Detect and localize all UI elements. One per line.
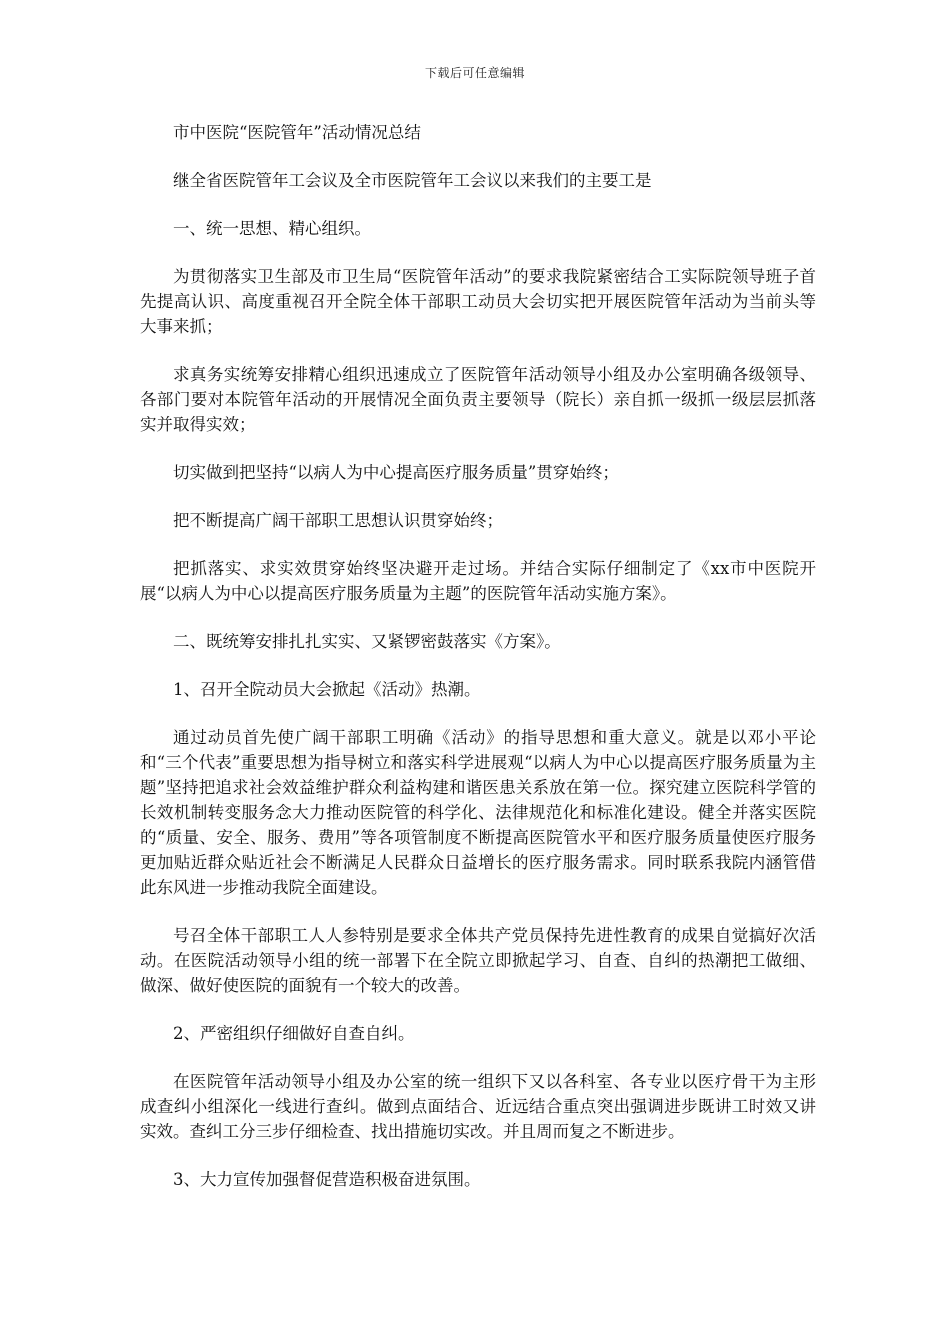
body-paragraph: 为贯彻落实卫生部及市卫生局“医院管年活动”的要求我院紧密结合工实际院领导班子首先提高认识、高度重视召开全院全体干部职工动员大会切实把开展医院管年活动为当前头等大事来抓；: [140, 267, 816, 336]
subsection-heading-2: 2、严密组织仔细做好自查自纠。: [173, 1024, 415, 1043]
body-paragraph: 在医院管年活动领导小组及办公室的统一组织下又以各科室、各专业以医疗骨干为主形成查纠小组深化一线进行查纠。做到点面结合、近远结合重点突出强调进步既讲工时效又讲实效。查纠工分三步仔细检查、找出措施切实改。并且周而复之不断进步。: [140, 1072, 816, 1141]
body-paragraph: 通过动员首先使广阔干部职工明确《活动》的指导思想和重大意义。就是以邓小平论和“三个代表”重要思想为指导树立和落实科学进展观“以病人为中心以提高医疗服务质量为主题”坚持把追求社会效益维护群众利益构建和谐医患关系放在第一位。探究建立医院科学管的长效机制转变服务念大力推动医院管的科学化、法律规范化和标准化建设。健全并落实医院的“质量、安全、服务、费用”等各项管制度不断提高医院管水平和医疗服务质量使医疗服务更加贴近群众贴近社会不断满足人民群众日益增长的医疗服务需求。同时联系我院内涵管借此东风进一步推动我院全面建设。: [140, 728, 816, 897]
body-paragraph: 把不断提高广阔干部职工思想认识贯穿始终；: [173, 511, 503, 530]
header-note: 下载后可任意编辑: [424, 66, 525, 80]
body-paragraph: 切实做到把坚持“以病人为中心提高医疗服务质量”贯穿始终；: [173, 463, 619, 482]
document-title: 市中医院“医院管年”活动情况总结: [173, 123, 421, 142]
intro-paragraph: 继全省医院管年工会议及全市医院管年工会议以来我们的主要工是: [173, 171, 652, 190]
subsection-heading-1: 1、召开全院动员大会掀起《活动》热潮。: [173, 680, 481, 699]
body-paragraph: 号召全体干部职工人人参特别是要求全体共产党员保持先进性教育的成果自觉搞好次活动。在医院活动领导小组的统一部署下在全院立即掀起学习、自查、自纠的热潮把工做细、做深、做好使医院的面貌有一个较大的改善。: [140, 926, 816, 995]
document-body: [140, 120, 816, 1215]
body-paragraph: 把抓落实、求实效贯穿始终坚决避开走过场。并结合实际仔细制定了《xx市中医院开展“以病人为中心以提高医疗服务质量为主题”的医院管年活动实施方案》。: [140, 559, 816, 603]
section-heading-2: 二、既统筹安排扎扎实实、又紧锣密鼓落实《方案》。: [173, 632, 561, 651]
body-paragraph: 求真务实统筹安排精心组织迅速成立了医院管年活动领导小组及办公室明确各级领导、各部门要对本院管年活动的开展情况全面负责主要领导（院长）亲自抓一级抓一级层层抓落实并取得实效；: [140, 365, 816, 434]
subsection-heading-3: 3、大力宣传加强督促营造积极奋进氛围。: [173, 1170, 481, 1189]
section-heading-1: 一、统一思想、精心组织。: [173, 219, 371, 238]
